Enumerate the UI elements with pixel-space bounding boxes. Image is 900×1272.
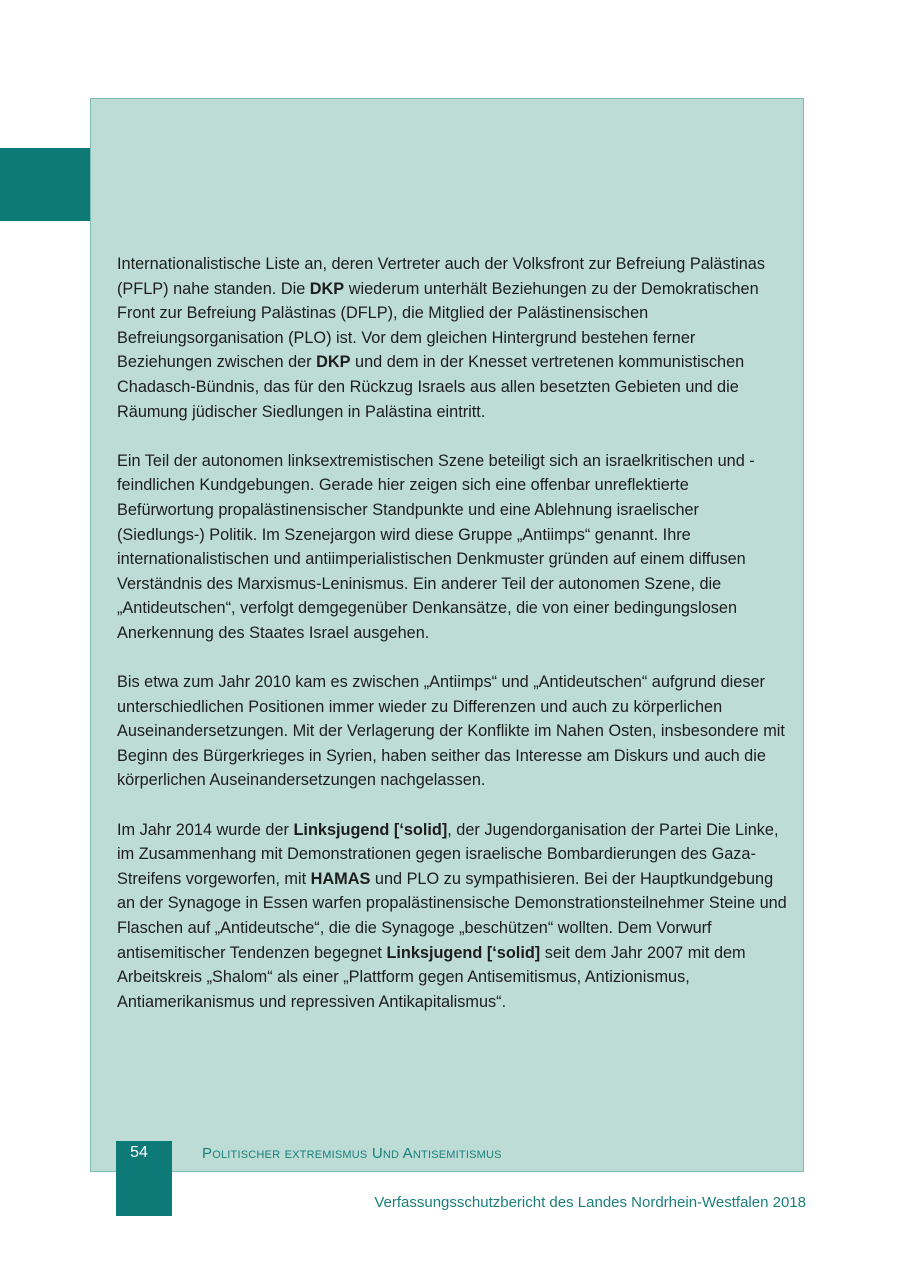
bold-term: Linksjugend [‘solid] (386, 943, 541, 962)
text-run: wiederum unterhält Beziehungen zu der Demokratischen Front zur Befreiung Palästinas (DFLP), die Mitglied der Palästinensischen Befreiungsorganisation (PLO) ist. Vor dem gleichen Hintergrund bestehen ferner Beziehungen zwischen der (117, 279, 759, 372)
running-head: Politischer extremismus Und Antisemitismus (202, 1145, 502, 1162)
text-run: Internationalistische Liste an, deren Vertreter auch der Volksfront zur Befreiung Palästinas (PFLP) nahe standen. Die (117, 255, 765, 298)
bold-term: Linksjugend [‘solid] (293, 820, 448, 839)
paragraph-4 (117, 818, 787, 1015)
text-run: Bis etwa zum Jahr 2010 kam es zwischen „Antiimps“ und „Antideutschen“ aufgrund dieser unterschiedlichen Positionen immer wieder zu Differenzen und auch zu körperlichen Auseinandersetzungen. Mit der Verlagerung der Konflikte im Nahen Osten, insbesondere mit Beginn des Bürgerkrieges in Syrien, haben seither das Interesse am Diskurs und auch die körperlichen Auseinandersetzungen nachgelassen. (117, 673, 785, 790)
text-run: und dem in der Knesset vertretenen kommunistischen Chadasch-Bündnis, das für den Rückzug Israels aus allen besetzten Gebieten und die Räumung jüdischer Siedlungen in Palästina eintritt. (117, 353, 745, 421)
paragraph-3 (117, 670, 787, 793)
text-run: seit dem Jahr 2007 mit dem Arbeitskreis „Shalom“ als einer „Plattform gegen Antisemitismus, Antizionismus, Antiamerikanismus und repressiven Antikapitalismus“. (117, 943, 746, 1011)
bold-term: DKP (309, 279, 345, 298)
text-run: Im Jahr 2014 wurde der (117, 820, 294, 839)
footer-title: Verfassungsschutzbericht des Landes Nordrhein-Westfalen 2018 (374, 1194, 806, 1211)
text-run: Ein Teil der autonomen linksextremistischen Szene beteiligt sich an israelkritischen und -feindlichen Kundgebungen. Gerade hier zeigen sich eine offenbar unreflektierte Befürwortung propalästinensischer Standpunkte und eine Ablehnung israelischer (Siedlungs-) Politik. Im Szenejargon wird diese Gruppe „Antiimps“ genannt. Ihre internationalistischen und antiimperialistischen Denkmuster gründen auf einem diffusen Verständnis des Marxismus-Leninismus. Ein anderer Teil der autonomen Szene, die „Antideutschen“, verfolgt demgegenüber Denkansätze, die von einer bedingungslosen Anerkennung des Staates Israel ausgehen. (117, 451, 755, 642)
side-tab-marker (0, 148, 91, 221)
paragraph-2 (117, 449, 787, 646)
bold-term: HAMAS (310, 869, 371, 888)
page-number: 54 (130, 1144, 148, 1161)
text-run: , der Jugendorganisation der Partei Die Linke, im Zusammenhang mit Demonstrationen gegen israelische Bombardierungen des Gaza-Streifens vorgeworfen, mit (117, 820, 779, 888)
text-run: und PLO zu sympathisieren. Bei der Hauptkundgebung an der Synagoge in Essen warfen propalästinensische Demonstrationsteilnehmer Steine und Flaschen auf „Antideutsche“, die die Synagoge „beschützen“ wollten. Dem Vorwurf antisemitischer Tendenzen begegnet (117, 869, 787, 962)
bold-term: DKP (316, 353, 351, 372)
paragraph-1 (117, 252, 787, 424)
body-text (117, 252, 787, 1039)
